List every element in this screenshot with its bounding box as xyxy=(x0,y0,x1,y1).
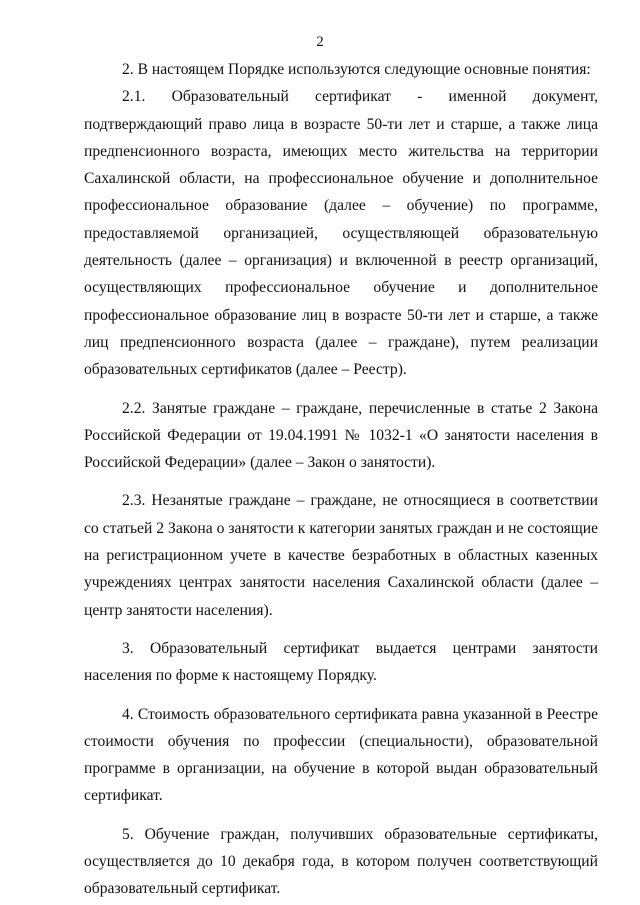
paragraph-4: 4. Стоимость образовательного сертификата равна указанной в Реестре стоимости обучения по профессии (специальности), образовательной программе в организации, на обучение в которой выдан образовательный сертификат. xyxy=(84,705,598,805)
paragraph-2-1: 2.1. Образовательный сертификат - именной документ, подтверждающий право лица в возрасте 50-ти лет и старше, а также лица предпенсионного возраста, имеющих место жительства на территории Сахалинской области, на профессиональное обучение и дополнительное профессиональное образование (далее – обучение) по программе, предоставляемой организацией, осуществляющей образовательную деятельность (далее – организация) и включенной в реестр организаций, осуществляющих профессиональное обучение и дополнительное профессиональное образование лиц в возрасте 50-ти лет и старше, а также лиц предпенсионного возраста (далее – граждане), путем реализации образовательных сертификатов (далее – Реестр). xyxy=(84,88,598,379)
paragraph-3: 3. Образовательный сертификат выдается центрами занятости населения по форме к настоящему Порядку. xyxy=(84,639,598,685)
paragraph-2-2: 2.2. Занятые граждане – граждане, перечисленные в статье 2 Закона Российской Федерации от 19.04.1991 № 1032-1 «О занятости населения в Российской Федерации» (далее – Закон о занятости). xyxy=(84,399,598,472)
paragraph-2: 2. В настоящем Порядке используются следующие основные понятия: xyxy=(122,61,591,78)
document-body xyxy=(84,56,598,903)
paragraph-5: 5. Обучение граждан, получивших образовательные сертификаты, осуществляется до 10 декабря года, в котором получен соответствующий образовательный сертификат. xyxy=(84,825,598,898)
paragraph-2-3: 2.3. Незанятые граждане – граждане, не относящиеся в соответствии со статьей 2 Закона о занятости к категории занятых граждан и не состоящие на регистрационном учете в качестве безработных в областных казенных учреждениях центрах занятости населения Сахалинской области (далее – центр занятости населения). xyxy=(84,492,598,619)
page-number: 2 xyxy=(316,34,324,50)
